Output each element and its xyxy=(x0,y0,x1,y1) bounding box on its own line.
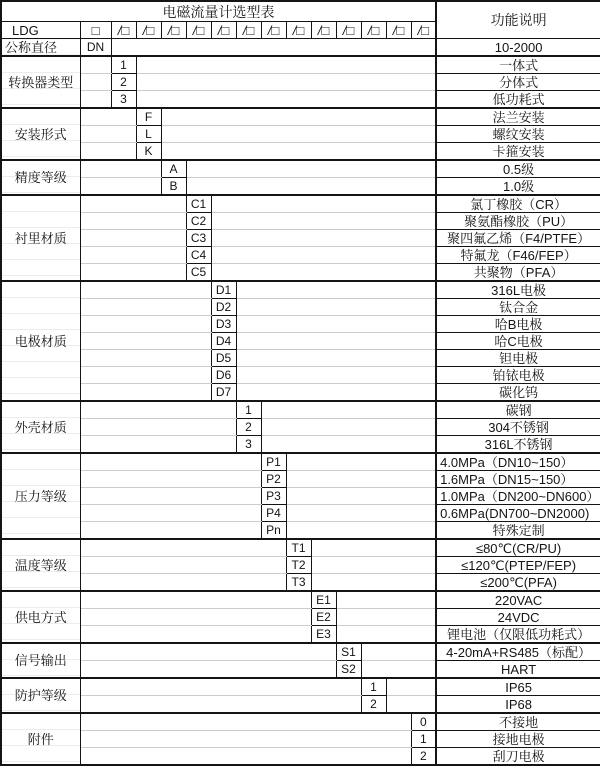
code-cell-housing-material: 3 xyxy=(236,436,261,454)
spacer-cell xyxy=(80,74,111,91)
section-label-converter-type: 转换器类型 xyxy=(1,56,80,108)
spacer-cell xyxy=(80,748,411,766)
spacer-cell xyxy=(261,436,436,454)
spacer-cell xyxy=(136,91,436,109)
code-cell-protection-class: 1 xyxy=(361,678,386,696)
model-code-slot: /□ xyxy=(386,22,411,39)
code-cell-lining-material: C4 xyxy=(186,247,211,264)
code-cell-pressure-class: P2 xyxy=(261,471,286,488)
code-cell-pressure-class: P4 xyxy=(261,505,286,522)
spacer-cell xyxy=(336,609,436,626)
spacer-cell xyxy=(186,160,436,178)
spacer-cell xyxy=(336,626,436,644)
code-cell-converter-type: 1 xyxy=(111,56,136,74)
spacer-cell xyxy=(261,419,436,436)
section-label-lining-material: 衬里材质 xyxy=(1,195,80,281)
spacer-cell xyxy=(111,39,436,57)
code-cell-lining-material: C2 xyxy=(186,213,211,230)
desc-cell-lining-material: 共聚物（PFA） xyxy=(436,264,600,282)
desc-cell-lining-material: 氯丁橡胶（CR） xyxy=(436,195,600,213)
desc-cell-installation-type: 法兰安装 xyxy=(436,108,600,126)
code-cell-electrode-material: D3 xyxy=(211,316,236,333)
code-cell-power-supply: E1 xyxy=(311,591,336,609)
spacer-cell xyxy=(80,557,286,574)
desc-cell-electrode-material: 316L电极 xyxy=(436,281,600,299)
code-cell-electrode-material: D1 xyxy=(211,281,236,299)
section-label-pressure-class: 压力等级 xyxy=(1,453,80,539)
code-cell-installation-type: L xyxy=(136,126,161,143)
desc-cell-temperature-class: ≤80℃(CR/PU) xyxy=(436,539,600,557)
desc-cell-accessories: 接地电极 xyxy=(436,731,600,748)
spacer-cell xyxy=(80,350,211,367)
code-cell-installation-type: F xyxy=(136,108,161,126)
section-label-electrode-material: 电极材质 xyxy=(1,281,80,401)
spacer-cell xyxy=(80,488,261,505)
spacer-cell xyxy=(286,505,436,522)
model-code-slot: /□ xyxy=(286,22,311,39)
spacer-cell xyxy=(361,643,436,661)
model-code-slot: /□ xyxy=(261,22,286,39)
code-cell-temperature-class: T1 xyxy=(286,539,311,557)
code-cell-accessories: 1 xyxy=(411,731,436,748)
code-cell-accuracy-class: A xyxy=(161,160,186,178)
code-cell-accuracy-class: B xyxy=(161,178,186,196)
spacer-cell xyxy=(261,401,436,419)
spacer-cell xyxy=(80,230,186,247)
spacer-cell xyxy=(161,126,436,143)
spacer-cell xyxy=(211,195,436,213)
spacer-cell xyxy=(80,56,111,74)
spacer-cell xyxy=(80,247,186,264)
spacer-cell xyxy=(286,471,436,488)
spacer-cell xyxy=(80,591,311,609)
desc-cell-electrode-material: 哈B电极 xyxy=(436,316,600,333)
spacer-cell xyxy=(136,56,436,74)
desc-cell-power-supply: 24VDC xyxy=(436,609,600,626)
code-cell-lining-material: C1 xyxy=(186,195,211,213)
desc-cell-electrode-material: 钽电极 xyxy=(436,350,600,367)
desc-cell-power-supply: 220VAC xyxy=(436,591,600,609)
spacer-cell xyxy=(80,626,311,644)
desc-cell-electrode-material: 钛合金 xyxy=(436,299,600,316)
desc-cell-electrode-material: 哈C电极 xyxy=(436,333,600,350)
spacer-cell xyxy=(211,230,436,247)
spacer-cell xyxy=(211,213,436,230)
model-code-slot: /□ xyxy=(111,22,136,39)
model-code-prefix: LDG xyxy=(1,22,80,39)
code-cell-lining-material: C5 xyxy=(186,264,211,282)
code-cell-electrode-material: D6 xyxy=(211,367,236,384)
code-cell-accessories: 0 xyxy=(411,713,436,731)
section-label-protection-class: 防护等级 xyxy=(1,678,80,713)
code-cell-temperature-class: T2 xyxy=(286,557,311,574)
spacer-cell xyxy=(80,333,211,350)
spacer-cell xyxy=(80,609,311,626)
spacer-cell xyxy=(80,505,261,522)
desc-cell-accessories: 刮刀电极 xyxy=(436,748,600,766)
spacer-cell xyxy=(80,453,261,471)
code-cell-converter-type: 2 xyxy=(111,74,136,91)
spacer-cell xyxy=(80,264,186,282)
model-code-slot: /□ xyxy=(336,22,361,39)
desc-cell-temperature-class: ≤200℃(PFA) xyxy=(436,574,600,592)
spacer-cell xyxy=(236,333,436,350)
model-code-slot: /□ xyxy=(211,22,236,39)
code-cell-pressure-class: P3 xyxy=(261,488,286,505)
section-label-accuracy-class: 精度等级 xyxy=(1,160,80,195)
desc-cell-pressure-class: 1.0MPa（DN200~DN600） xyxy=(436,488,600,505)
section-label-power-supply: 供电方式 xyxy=(1,591,80,643)
desc-cell-nominal-diameter: 10-2000 xyxy=(436,39,600,57)
desc-cell-housing-material: 316L不锈钢 xyxy=(436,436,600,454)
spacer-cell xyxy=(80,126,136,143)
spacer-cell xyxy=(286,453,436,471)
desc-cell-pressure-class: 0.6MPa(DN700~DN2000) xyxy=(436,505,600,522)
spacer-cell xyxy=(236,350,436,367)
spacer-cell xyxy=(311,574,436,592)
spacer-cell xyxy=(80,661,336,679)
code-cell-protection-class: 2 xyxy=(361,696,386,714)
code-cell-pressure-class: P1 xyxy=(261,453,286,471)
code-cell-nominal-diameter: DN xyxy=(80,39,111,57)
spacer-cell xyxy=(80,281,211,299)
model-code-slot: /□ xyxy=(361,22,386,39)
desc-cell-accuracy-class: 1.0级 xyxy=(436,178,600,196)
section-label-signal-output: 信号输出 xyxy=(1,643,80,678)
spacer-cell xyxy=(80,678,361,696)
desc-cell-signal-output: HART xyxy=(436,661,600,679)
spacer-cell xyxy=(286,522,436,540)
desc-cell-accessories: 不接地 xyxy=(436,713,600,731)
code-cell-lining-material: C3 xyxy=(186,230,211,247)
spacer-cell xyxy=(80,436,236,454)
code-cell-signal-output: S1 xyxy=(336,643,361,661)
spacer-cell xyxy=(80,384,211,402)
model-code-box: □ xyxy=(80,22,111,39)
model-code-slot: /□ xyxy=(161,22,186,39)
desc-cell-protection-class: IP65 xyxy=(436,678,600,696)
desc-cell-converter-type: 一体式 xyxy=(436,56,600,74)
spacer-cell xyxy=(80,574,286,592)
spacer-cell xyxy=(236,384,436,402)
code-cell-pressure-class: Pn xyxy=(261,522,286,540)
spacer-cell xyxy=(286,488,436,505)
model-code-slot: /□ xyxy=(136,22,161,39)
spacer-cell xyxy=(236,281,436,299)
spacer-cell xyxy=(80,401,236,419)
spacer-cell xyxy=(80,195,186,213)
desc-cell-housing-material: 304不锈钢 xyxy=(436,419,600,436)
desc-cell-lining-material: 聚四氟乙烯（F4/PTFE） xyxy=(436,230,600,247)
section-label-accessories: 附件 xyxy=(1,713,80,765)
spacer-cell xyxy=(80,367,211,384)
desc-cell-electrode-material: 铂铱电极 xyxy=(436,367,600,384)
desc-cell-pressure-class: 1.6MPa（DN15~150） xyxy=(436,471,600,488)
model-code-slot: /□ xyxy=(311,22,336,39)
spacer-cell xyxy=(236,316,436,333)
code-cell-temperature-class: T3 xyxy=(286,574,311,592)
spacer-cell xyxy=(361,661,436,679)
spacer-cell xyxy=(80,143,136,161)
code-cell-housing-material: 2 xyxy=(236,419,261,436)
desc-cell-accuracy-class: 0.5级 xyxy=(436,160,600,178)
code-cell-signal-output: S2 xyxy=(336,661,361,679)
desc-cell-lining-material: 特氟龙（F46/FEP） xyxy=(436,247,600,264)
code-cell-housing-material: 1 xyxy=(236,401,261,419)
section-label-housing-material: 外壳材质 xyxy=(1,401,80,453)
section-label-installation-type: 安装形式 xyxy=(1,108,80,160)
spacer-cell xyxy=(80,299,211,316)
code-cell-power-supply: E2 xyxy=(311,609,336,626)
code-cell-electrode-material: D5 xyxy=(211,350,236,367)
spacer-cell xyxy=(80,643,336,661)
code-cell-converter-type: 3 xyxy=(111,91,136,109)
code-cell-electrode-material: D7 xyxy=(211,384,236,402)
section-label-nominal-diameter: 公称直径 xyxy=(1,39,80,57)
function-description-header: 功能说明 xyxy=(436,1,600,39)
spacer-cell xyxy=(211,264,436,282)
model-code-slot: /□ xyxy=(186,22,211,39)
spacer-cell xyxy=(80,160,161,178)
spacer-cell xyxy=(80,539,286,557)
desc-cell-temperature-class: ≤120℃(PTEP/FEP) xyxy=(436,557,600,574)
spacer-cell xyxy=(336,591,436,609)
desc-cell-installation-type: 卡箍安装 xyxy=(436,143,600,161)
spacer-cell xyxy=(311,539,436,557)
spacer-cell xyxy=(186,178,436,196)
model-code-slot: /□ xyxy=(236,22,261,39)
desc-cell-signal-output: 4-20mA+RS485（标配） xyxy=(436,643,600,661)
code-cell-installation-type: K xyxy=(136,143,161,161)
spacer-cell xyxy=(211,247,436,264)
desc-cell-electrode-material: 碳化钨 xyxy=(436,384,600,402)
spacer-cell xyxy=(80,213,186,230)
section-label-temperature-class: 温度等级 xyxy=(1,539,80,591)
spacer-cell xyxy=(80,731,411,748)
code-cell-power-supply: E3 xyxy=(311,626,336,644)
spacer-cell xyxy=(136,74,436,91)
desc-cell-converter-type: 低功耗式 xyxy=(436,91,600,109)
spacer-cell xyxy=(80,419,236,436)
spacer-cell xyxy=(80,178,161,196)
model-code-slot: /□ xyxy=(411,22,436,39)
desc-cell-converter-type: 分体式 xyxy=(436,74,600,91)
desc-cell-power-supply: 锂电池（仅限低功耗式） xyxy=(436,626,600,644)
spacer-cell xyxy=(236,367,436,384)
spacer-cell xyxy=(311,557,436,574)
desc-cell-installation-type: 螺纹安装 xyxy=(436,126,600,143)
spacer-cell xyxy=(386,678,436,696)
code-cell-accessories: 2 xyxy=(411,748,436,766)
code-cell-electrode-material: D4 xyxy=(211,333,236,350)
spacer-cell xyxy=(80,471,261,488)
spacer-cell xyxy=(80,108,136,126)
spacer-cell xyxy=(80,91,111,109)
spacer-cell xyxy=(80,522,261,540)
desc-cell-protection-class: IP68 xyxy=(436,696,600,714)
desc-cell-pressure-class: 特殊定制 xyxy=(436,522,600,540)
desc-cell-housing-material: 碳钢 xyxy=(436,401,600,419)
table-title: 电磁流量计选型表 xyxy=(1,1,436,22)
desc-cell-lining-material: 聚氨酯橡胶（PU） xyxy=(436,213,600,230)
spacer-cell xyxy=(161,143,436,161)
code-cell-electrode-material: D2 xyxy=(211,299,236,316)
spacer-cell xyxy=(80,316,211,333)
spacer-cell xyxy=(161,108,436,126)
spacer-cell xyxy=(236,299,436,316)
spacer-cell xyxy=(80,696,361,714)
spacer-cell xyxy=(386,696,436,714)
desc-cell-pressure-class: 4.0MPa（DN10~150） xyxy=(436,453,600,471)
